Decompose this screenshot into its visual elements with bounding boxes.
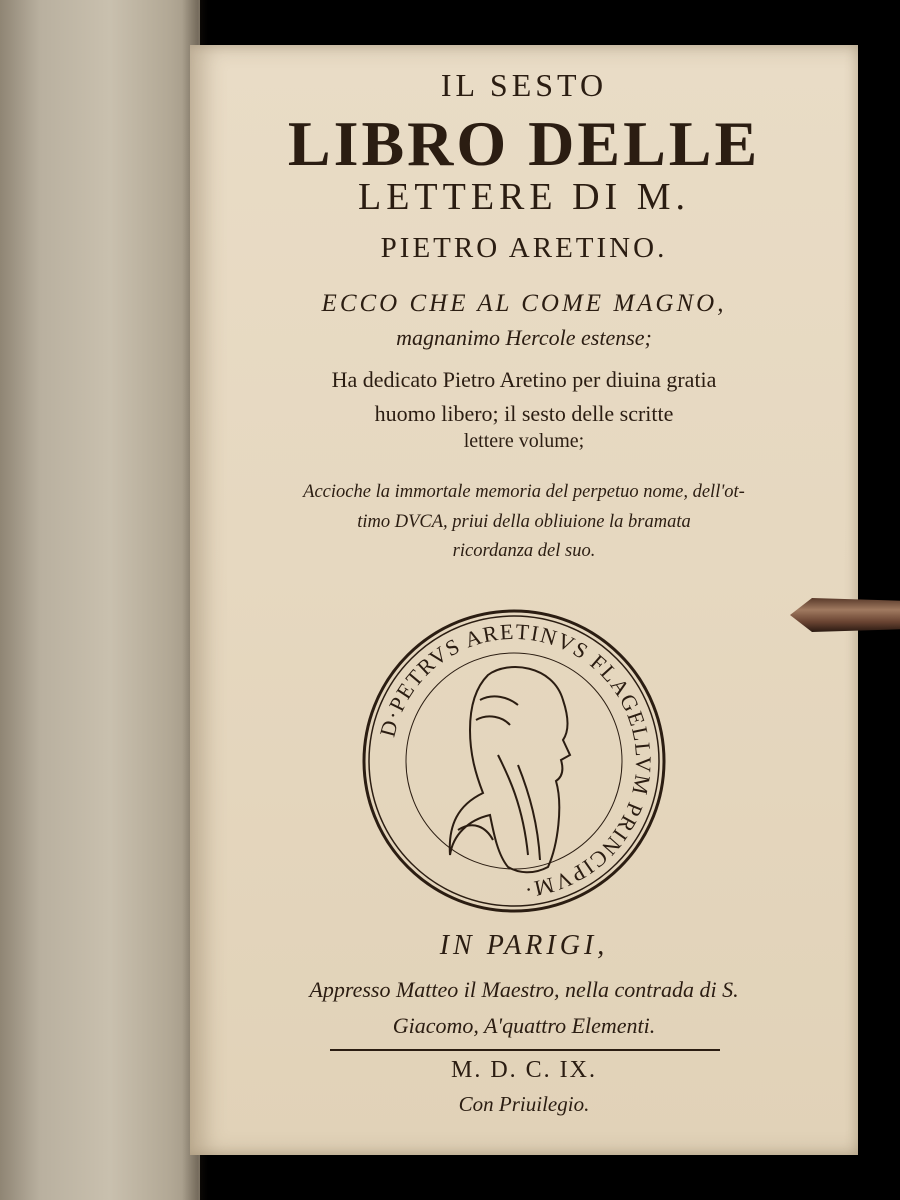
body-line-3: lettere volume; (463, 430, 585, 452)
author-line: PIETRO ARETINO. (380, 232, 668, 264)
body-line-1: Ha dedicato Pietro Aretino per diuina gratia (331, 367, 717, 392)
publication-date: M. D. C. IX. (450, 1057, 597, 1083)
title-line-1: IL SESTO (440, 67, 608, 103)
purpose-line-1: Accioche la immortale memoria del perpetuo nome, dell'ot- (303, 482, 745, 502)
pen-pointer (790, 598, 900, 632)
facing-page (0, 0, 200, 1200)
title-page (190, 45, 858, 1155)
body-line-2: huomo libero; il sesto delle scritte (374, 401, 674, 426)
portrait-icon (450, 667, 570, 872)
purpose-line-2: timo DVCA, priui della obliuione la bramata (357, 512, 691, 532)
imprint-line-1: Appresso Matteo il Maestro, nella contrada di S. (309, 977, 739, 1002)
medallion-inscription: D·PETRVS ARETINVS FLAGELLVM PRINCIPVM· (374, 618, 657, 903)
portrait-medallion (358, 605, 670, 917)
title-line-2: LIBRO DELLE (287, 108, 761, 179)
dedication-line-1: ECCO CHE AL COME MAGNO, (321, 290, 727, 317)
divider-rule (330, 1049, 720, 1051)
privilege-line: Con Priuilegio. (458, 1092, 590, 1116)
imprint-line-2: Giacomo, A'quattro Elementi. (392, 1013, 656, 1038)
title-line-3: LETTERE DI M. (357, 176, 690, 218)
dedication-line-2: magnanimo Hercole estense; (396, 325, 652, 350)
purpose-line-3: ricordanza del suo. (452, 541, 596, 561)
imprint-city: IN PARIGI, (439, 930, 609, 961)
svg-text:D·PETRVS ARETINVS FLAGELLVM PR (375, 619, 657, 903)
